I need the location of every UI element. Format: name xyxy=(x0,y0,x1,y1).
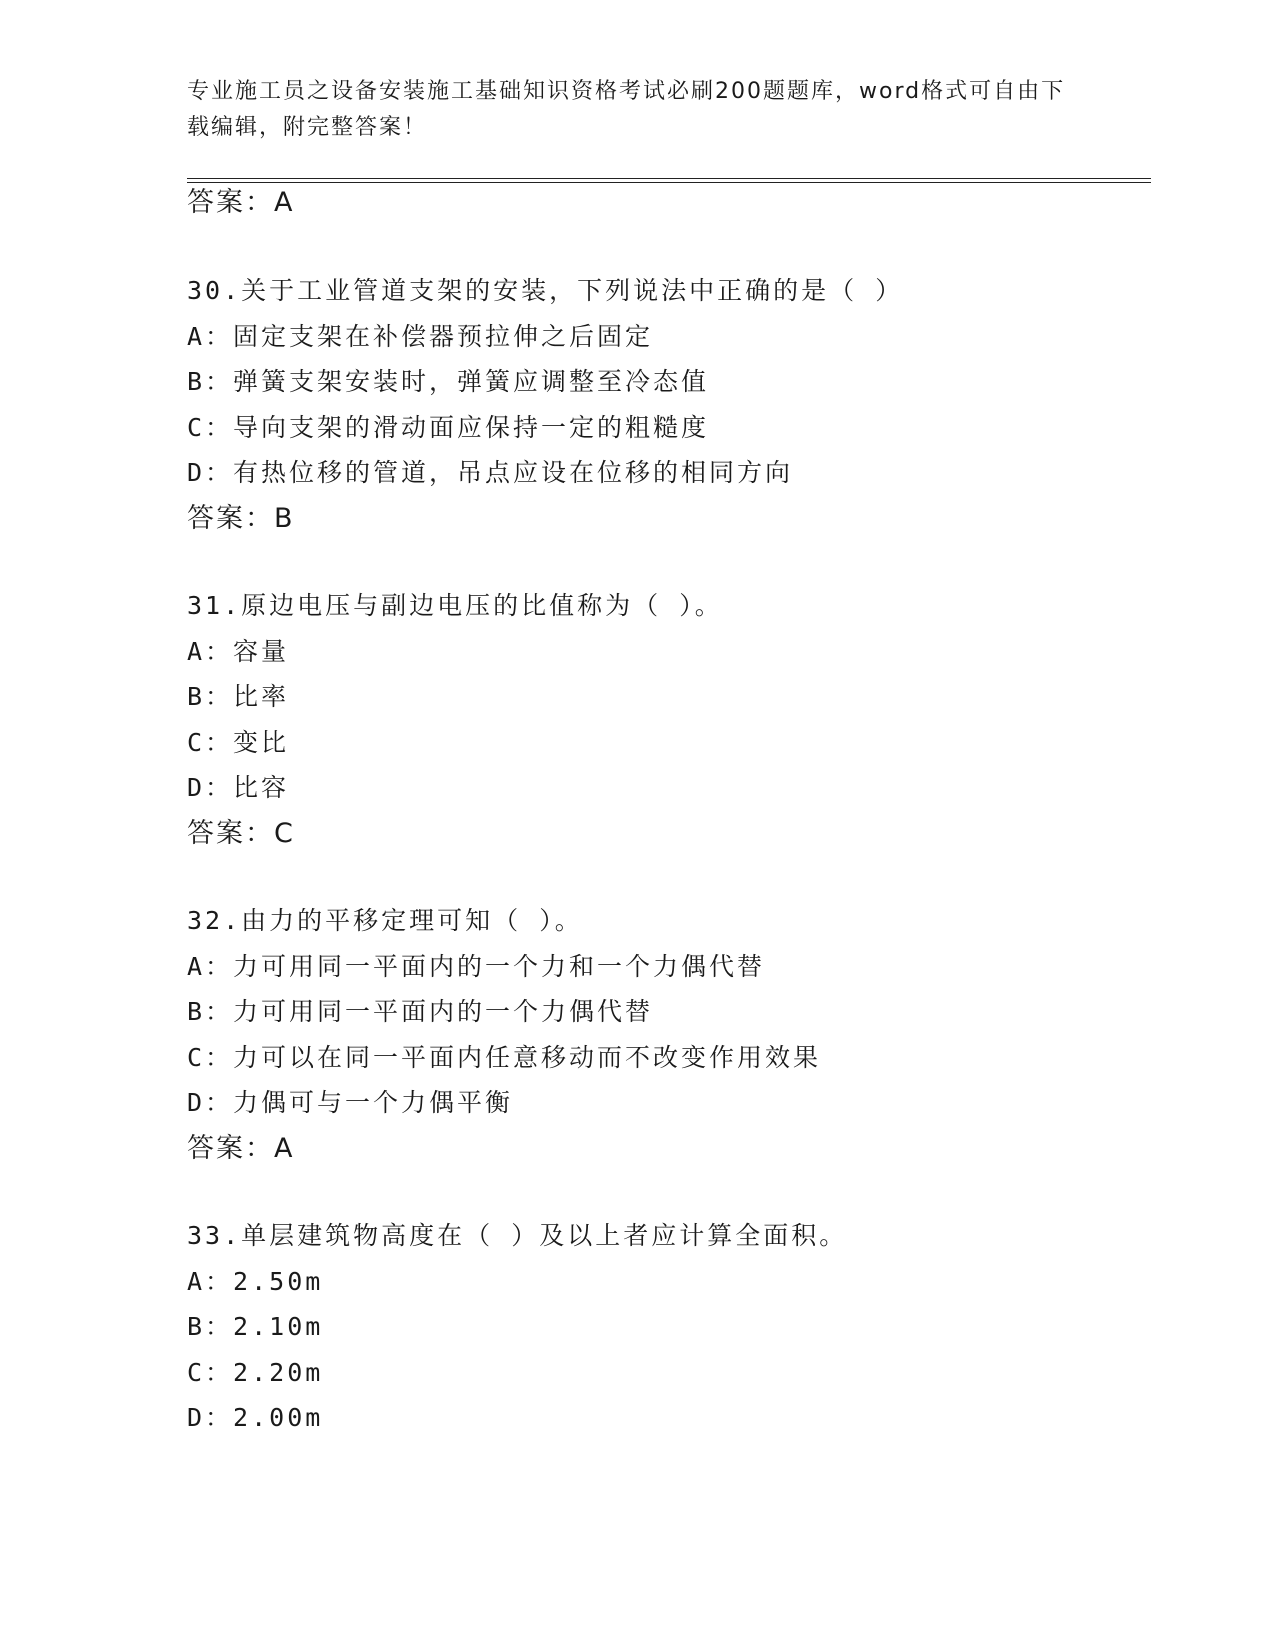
option-d: D：2.00m xyxy=(187,1403,324,1432)
answer-line: 答案：A xyxy=(187,187,295,218)
question-stem: 30.关于工业管道支架的安装，下列说法中正确的是（ ） xyxy=(187,276,904,305)
option-d: D：有热位移的管道，吊点应设在位移的相同方向 xyxy=(187,458,794,487)
previous-answer-block xyxy=(187,180,1147,226)
question-33 xyxy=(187,1213,1147,1441)
option-a: A：2.50m xyxy=(187,1266,324,1296)
question-stem: 31.原边电压与副边电压的比值称为（ ）。 xyxy=(187,591,723,620)
question-stem: 33.单层建筑物高度在（ ）及以上者应计算全面积。 xyxy=(187,1221,848,1250)
option-c: C：2.20m xyxy=(187,1357,324,1387)
answer-line: 答案：C xyxy=(187,817,295,849)
option-c: C：导向支架的滑动面应保持一定的粗糙度 xyxy=(187,412,710,442)
option-d: D：比容 xyxy=(187,773,290,802)
document-header xyxy=(187,74,1087,146)
header-divider-top xyxy=(187,178,1151,179)
answer-line: 答案：B xyxy=(187,502,295,534)
option-a: A：力可用同一平面内的一个力和一个力偶代替 xyxy=(187,951,766,981)
option-a: A：容量 xyxy=(187,636,290,666)
answer-line: 答案：A xyxy=(187,1132,295,1164)
option-c: C：力可以在同一平面内任意移动而不改变作用效果 xyxy=(187,1042,822,1072)
option-b: B：2.10m xyxy=(187,1312,324,1341)
question-stem: 32.由力的平移定理可知（ ）。 xyxy=(187,906,583,935)
question-32 xyxy=(187,898,1147,1171)
option-c: C：变比 xyxy=(187,727,290,757)
header-title: 专业施工员之设备安装施工基础知识资格考试必刷200题题库，word格式可自由下载编辑，附完整答案！ xyxy=(187,79,1066,140)
question-30 xyxy=(187,268,1147,541)
question-31 xyxy=(187,583,1147,856)
option-a: A：固定支架在补偿器预拉伸之后固定 xyxy=(187,321,654,351)
option-b: B：比率 xyxy=(187,682,290,711)
option-d: D：力偶可与一个力偶平衡 xyxy=(187,1088,514,1117)
option-b: B：弹簧支架安装时，弹簧应调整至冷态值 xyxy=(187,367,710,396)
option-b: B：力可用同一平面内的一个力偶代替 xyxy=(187,997,654,1026)
